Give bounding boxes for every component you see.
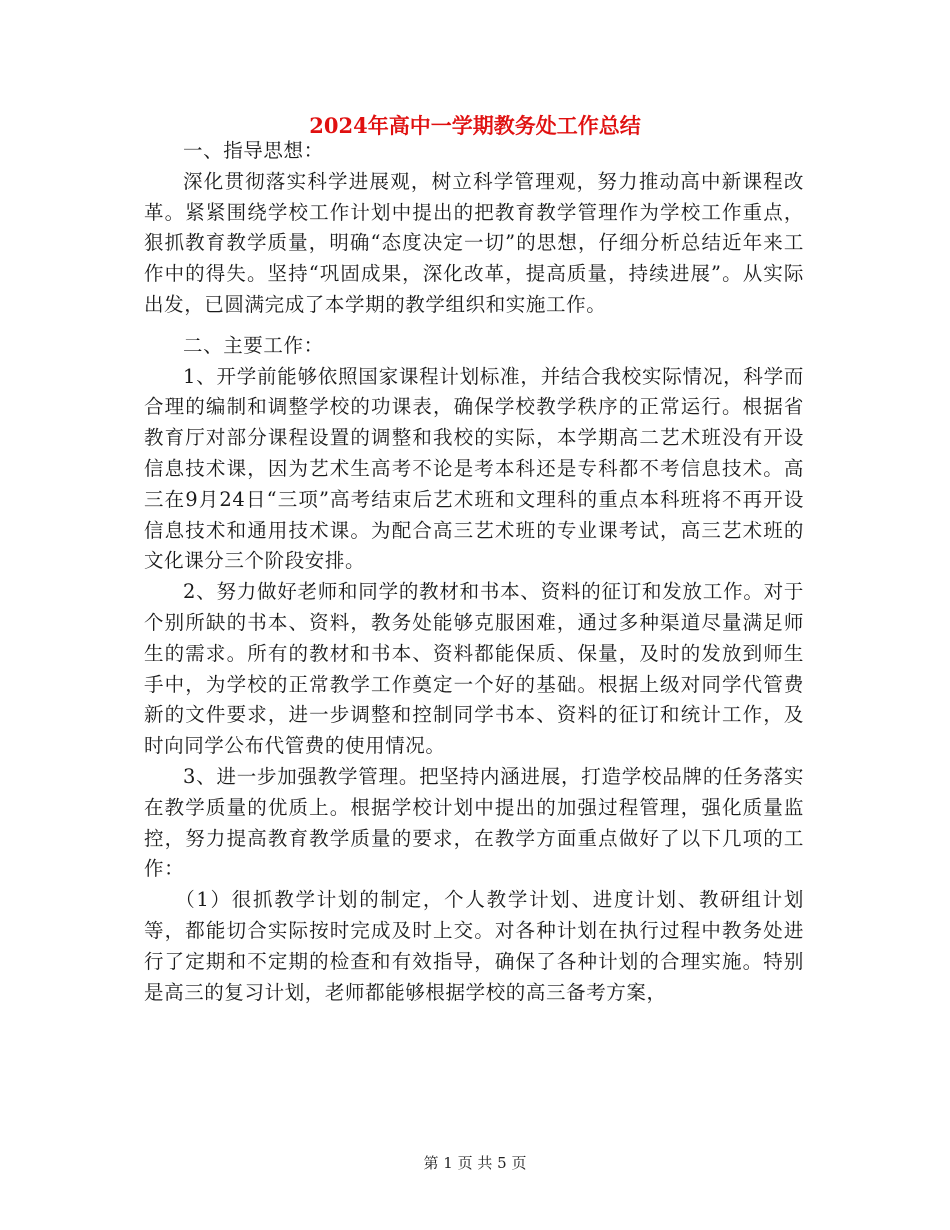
paragraph-subitem-1: （1）很抓教学计划的制定，个人教学计划、进度计划、教研组计划等，都能切合实际按时完成及时上交。对各种计划在执行过程中教务处进行了定期和不定期的检查和有效指导，确保了各种计划的合理实施。特别是高三的复习计划，老师都能够根据学校的高三备考方案， — [144, 888, 804, 1004]
paragraph-guiding-thought: 深化贯彻落实科学进展观，树立科学管理观，努力推动高中新课程改革。紧紧围绕学校工作计划中提出的把教育教学管理作为学校工作重点，狠抓教育教学质量，明确“态度决定一切”的思想，仔细分析总结近年来工作中的得失。坚持“巩固成果，深化改革，提高质量，持续进展”。从实际出发，已圆满完成了本学期的教学组织和实施工作。 — [144, 169, 804, 316]
paragraph-item-1: 1、开学前能够依照国家课程计划标准，并结合我校实际情况，科学而合理的编制和调整学校的功课表，确保学校教学秩序的正常运行。根据省教育厅对部分课程设置的调整和我校的实际，本学期高二艺术班没有开设信息技术课，因为艺术生高考不论是考本科还是专科都不考信息技术。高三在9月24日“三项”高考结束后艺术班和文理科的重点本科班将不再开设信息技术和通用技术课。为配合高三艺术班的专业课考试，高三艺术班的文化课分三个阶段安排。 — [144, 364, 804, 573]
page-number-footer: 第 1 页 共 5 页 — [423, 1154, 527, 1172]
paragraph-item-2: 2、努力做好老师和同学的教材和书本、资料的征订和发放工作。对于个别所缺的书本、资料，教务处能够克服困难，通过多种渠道尽量满足师生的需求。所有的教材和书本、资料都能保质、保量，及时的发放到师生手中，为学校的正常教学工作奠定一个好的基础。根据上级对同学代管费新的文件要求，进一步调整和控制同学书本、资料的征订和统计工作，及时向同学公布代管费的使用情况。 — [144, 580, 804, 758]
section-heading-guiding-thought: 一、指导思想： — [183, 139, 324, 162]
section-heading-main-work: 二、主要工作： — [183, 333, 324, 357]
document-title: 2024年高中一学期教务处工作总结 — [309, 113, 641, 138]
paragraph-item-3: 3、进一步加强教学管理。把坚持内涵进展，打造学校品牌的任务落实在教学质量的优质上。根据学校计划中提出的加强过程管理，强化质量监控，努力提高教育教学质量的要求，在教学方面重点做好了以下几项的工作： — [144, 764, 804, 881]
document-body — [144, 136, 804, 1008]
